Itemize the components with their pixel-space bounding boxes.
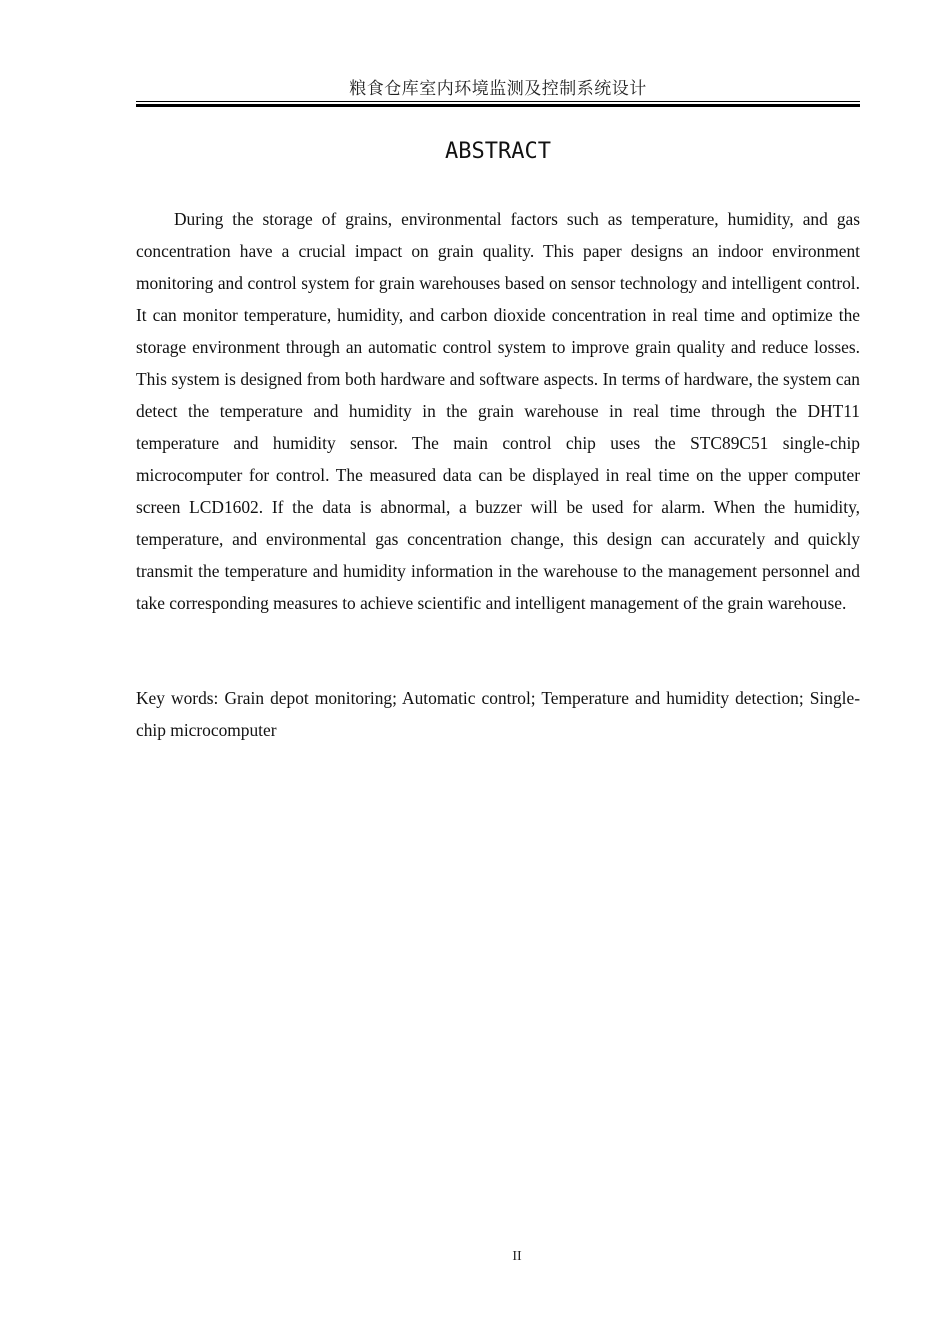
abstract-body: During the storage of grains, environmental factors such as temperature, humidity, and gas concentration have a crucial impact on grain quality. This paper designs an indoor environment monitoring and control system for grain warehouses based on sensor technology and intelligent control. It can monitor temperature, humidity, and carbon dioxide concentration in real time and optimize the storage environment through an automatic control system to improve grain quality and reduce losses. This system is designed from both hardware and software aspects. In terms of hardware, the system can detect the temperature and humidity in the grain warehouse in real time through the DHT11 temperature and humidity sensor. The main control chip uses the STC89C51 single-chip microcomputer for control. The measured data can be displayed in real time on the upper computer screen LCD1602. If the data is abnormal, a buzzer will be used for alarm. When the humidity, temperature, and environmental gas concentration change, this design can accurately and quickly transmit the temperature and humidity information in the warehouse to the management personnel and take corresponding measures to achieve scientific and intelligent management of the grain warehouse. [136, 209, 860, 613]
header-rule-thin [136, 101, 860, 102]
keywords: Key words: Grain depot monitoring; Automatic control; Temperature and humidity detection; Single-chip microcomputer [136, 688, 860, 740]
page-number: II [512, 1249, 522, 1264]
header-rule-thick [136, 104, 860, 107]
abstract-title: ABSTRACT [445, 139, 551, 164]
page-header: 粮食仓库室内环境监测及控制系统设计 [349, 79, 647, 99]
